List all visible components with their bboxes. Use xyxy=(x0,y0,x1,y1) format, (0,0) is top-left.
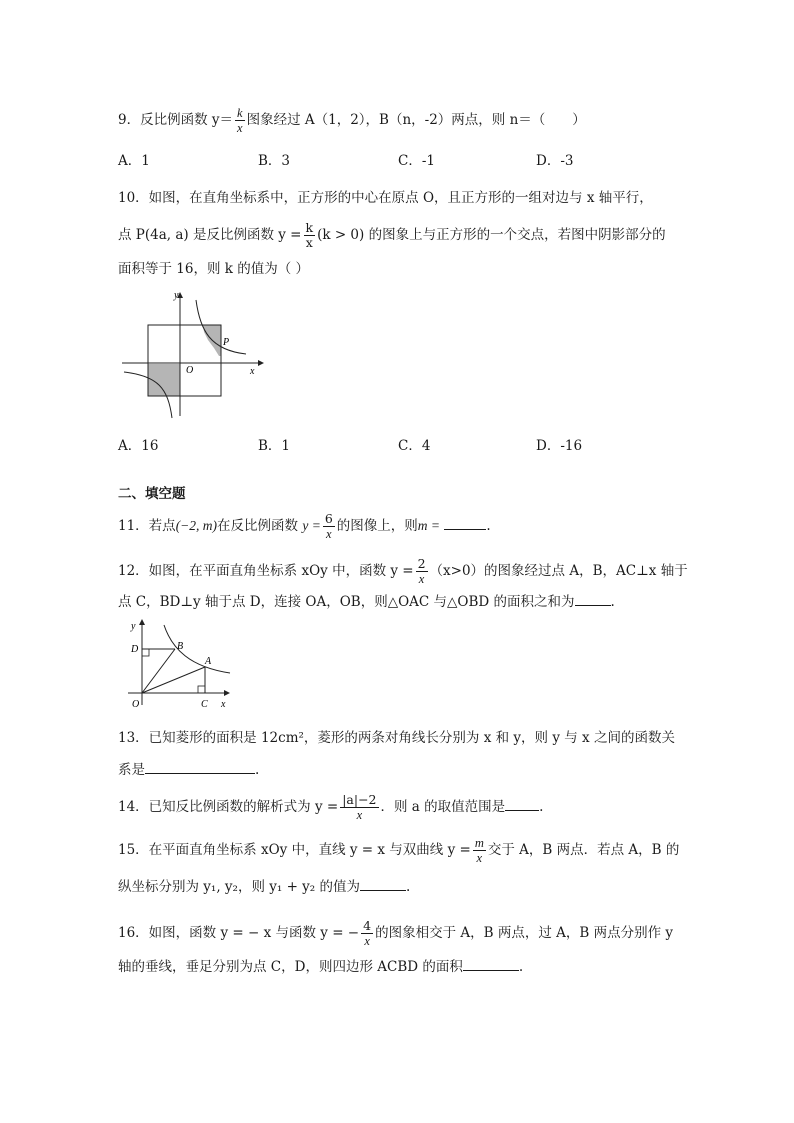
q11-fraction: $\frac{6}{x}$ xyxy=(324,511,333,541)
q12-line2: 点 C，BD⊥y 轴于点 D，连接 OA，OB，则△OAC 与△OBD 的面积之和为 . xyxy=(118,591,615,612)
q14-fraction: $\frac{|a|-2}{x}$ xyxy=(342,792,377,822)
q12-x-arrow xyxy=(224,690,230,696)
q13-line1: 13．已知菱形的面积是 12cm²，菱形的两条对角线长分别为 x 和 y，则 y 与 x 之间的函数关 xyxy=(118,730,675,746)
q10-x-arrow xyxy=(258,360,264,366)
q9-options xyxy=(118,149,678,169)
q9-option-a[interactable]: A．1 xyxy=(118,153,150,169)
q9-stem: 9．反比例函数 y＝ $\frac{k}{x}$ 图象经过 A（1，2），B（n，-2）两点，则 n＝（ ） xyxy=(118,106,586,135)
q12-fig-b-label: B xyxy=(177,641,184,652)
q9-fraction: $\frac{k}{x}$ xyxy=(237,106,243,135)
q9-option-b[interactable]: B．3 xyxy=(258,153,291,169)
q14-answer-blank[interactable] xyxy=(505,796,539,811)
q10-line1: 10．如图，在直角坐标系中，正方形的中心在原点 O，且正方形的一组对边与 x 轴平行， xyxy=(118,190,653,206)
q10-option-b[interactable]: B．1 xyxy=(258,438,291,454)
q15-line2: 纵坐标分别为 y₁, y₂，则 y₁ + y₂ 的值为 . xyxy=(118,876,410,897)
q10-fraction: $\frac{k}{x}$ xyxy=(305,220,314,250)
q10-line3: 面积等于 16，则 k 的值为（ ） xyxy=(118,261,310,277)
q13-line2: 系是 . xyxy=(118,759,259,780)
q12-fig-a-label: A xyxy=(205,656,212,667)
q15-line1: 15．在平面直角坐标系 xOy 中，直线 y = x 与双曲线 y = $\frac{m}{x}$ 交于 A，B 两点．若点 A，B 的 xyxy=(118,836,680,865)
q10-fig-o-label: O xyxy=(186,365,194,376)
q10-fig-y-label: y xyxy=(174,290,179,301)
q12-fig-x-label: x xyxy=(221,699,226,710)
q13-answer-blank[interactable] xyxy=(145,759,255,774)
q11-stem: 11．若点(−2, m)在反比例函数 y = $\frac{6}{x}$ 的图像上，则m = . xyxy=(118,511,491,541)
q16-answer-blank[interactable] xyxy=(463,956,519,971)
q11-answer-blank[interactable] xyxy=(444,515,486,530)
q16-line2: 轴的垂线，垂足分别为点 C，D，则四边形 ACBD 的面积 . xyxy=(118,956,523,977)
q10-option-c[interactable]: C．4 xyxy=(398,438,431,454)
q12-line1: 12．如图，在平面直角坐标系 xOy 中，函数 y = $\frac{2}{x}$ （x>0）的图象经过点 A，B，AC⊥x 轴于 xyxy=(118,556,688,586)
q12-fig-d-label: D xyxy=(131,644,139,655)
q10-options xyxy=(118,434,678,454)
q10-option-d[interactable]: D．-16 xyxy=(536,438,583,454)
q9-option-c[interactable]: C．-1 xyxy=(398,153,435,169)
q12-right-angle-c xyxy=(198,686,205,693)
q9-number: 9． xyxy=(118,112,141,128)
q15-answer-blank[interactable] xyxy=(360,876,406,891)
q12-right-angle-d xyxy=(142,649,149,656)
q16-line1: 16．如图，函数 y = − x 与函数 y = − $\frac{4}{x}$ 的图象相交于 A，B 两点，过 A，B 两点分别作 y xyxy=(118,918,674,948)
q10-figure xyxy=(118,288,268,423)
q12-fig-o-label: O xyxy=(132,699,140,710)
q10-fig-x-label: x xyxy=(250,366,255,377)
q12-answer-blank[interactable] xyxy=(575,591,611,606)
q10-line2: 点 P(4a, a) 是反比例函数 y = $\frac{k}{x}$ (k > 0) 的图象上与正方形的一个交点，若图中阴影部分的 xyxy=(118,220,666,250)
q12-fraction: $\frac{2}{x}$ xyxy=(417,556,426,586)
q12-fig-c-label: C xyxy=(201,699,208,710)
q15-fraction: $\frac{m}{x}$ xyxy=(474,836,484,865)
q9-option-d[interactable]: D．-3 xyxy=(536,153,574,169)
q12-y-arrow xyxy=(139,619,145,625)
q10-fig-p-label: P xyxy=(223,337,230,348)
q14-stem: 14．已知反比例函数的解析式为 y = $\frac{|a|-2}{x}$ ．则 a 的取值范围是 . xyxy=(118,792,544,822)
q12-fig-y-label: y xyxy=(131,621,136,632)
section-fill-in-blank-title: 二、填空题 xyxy=(118,486,186,502)
q12-figure xyxy=(118,617,233,715)
q16-fraction: $\frac{4}{x}$ xyxy=(363,918,372,948)
q10-option-a[interactable]: A．16 xyxy=(118,438,159,454)
